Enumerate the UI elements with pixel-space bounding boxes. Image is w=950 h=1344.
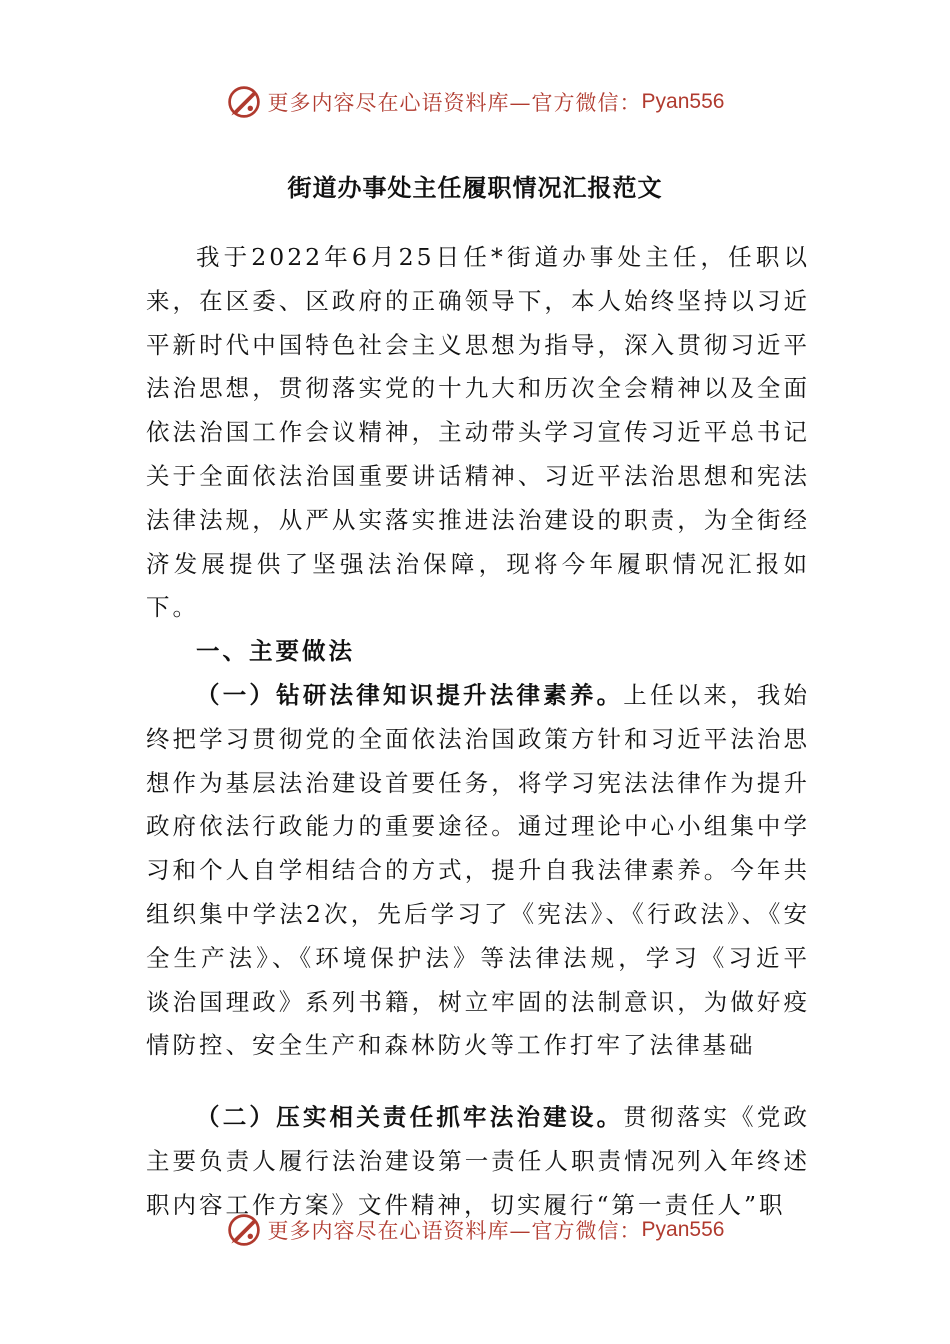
document-title: 街道办事处主任履职情况汇报范文 <box>287 173 663 202</box>
item-2-lead: （二）压实相关责任抓牢法治建设。 <box>196 1103 624 1132</box>
banner-text: 更多内容尽在心语资料库—官方微信： <box>267 91 642 115</box>
item-1-body: 上任以来，我始终把学习贯彻党的全面依法治国政策方针和习近平法治思想作为基层法治建设首要任务，将学习宪法法律作为提升政府依法行政能力的重要途径。通过理论中心小组集中学习和个人自学相结合的方式，提升自我法律素养。今年共组织集中学法2次，先后学习了《宪法》、《行政法》、《安全生产法》、《环境保护法》等法律法规，学习《习近平谈治国理政》系列书籍，树立牢固的法制意识，为做好疫情防控、安全生产和森林防火等工作打牢了法律基础 <box>146 680 811 1060</box>
section-heading: 一、主要做法 <box>196 637 355 666</box>
pen-logo-icon <box>226 84 262 120</box>
footer-watermark-banner <box>0 1210 950 1250</box>
item-paragraph-2 <box>146 1096 810 1227</box>
banner-text: 更多内容尽在心语资料库—官方微信： <box>267 1219 642 1243</box>
banner-wechat-id: Pyan556 <box>641 90 725 113</box>
header-watermark-banner <box>0 82 950 122</box>
paragraph-gap <box>146 1068 810 1096</box>
item-2-body: 贯彻落实《党政主要负责人履行法治建设第一责任人职责情况列入年终述职内容工作方案》文件精神，切实履行“第一责任人”职 <box>146 1103 811 1219</box>
item-1-lead: （一）钻研法律知识提升法律素养。 <box>196 680 624 709</box>
document-body <box>146 236 810 1228</box>
intro-paragraph: 我于2022年6月25日任*街道办事处主任，任职以来，在区委、区政府的正确领导下，本人始终坚持以习近平新时代中国特色社会主义思想为指导，深入贯彻习近平法治思想，贯彻落实党的十九大和历次全会精神以及全面依法治国工作会议精神，主动带头学习宣传习近平总书记关于全面依法治国重要讲话精神、习近平法治思想和宪法法律法规，从严从实落实推进法治建设的职责，为全街经济发展提供了坚强法治保障，现将今年履职情况汇报如下。 <box>146 243 810 622</box>
pen-logo-icon <box>226 1212 262 1248</box>
item-paragraph-1 <box>146 674 810 1068</box>
banner-wechat-id: Pyan556 <box>641 1218 725 1241</box>
